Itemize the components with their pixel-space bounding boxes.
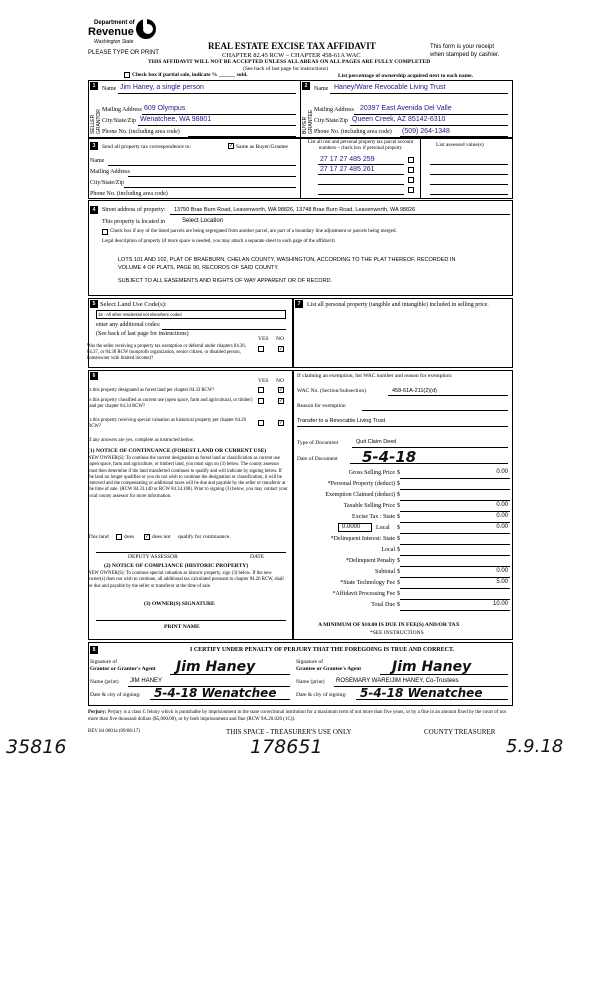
- wac-number[interactable]: 458-61A-211(2)(d): [392, 388, 437, 394]
- deputy-date-label: DATE: [250, 554, 265, 560]
- perjury-text: Perjury is a class C felony which is punishable by imprisonment in the state correctional institution for a maximum term of not more than five years, or by a fine in an amount fixed by the court of not more than five thousand dollars ($5,000.00), or by both imprisonment and fine (RCW 9A.20.020 (1C)).: [88, 710, 506, 722]
- fee-label-excise-state: Excise Tax : State: [352, 514, 395, 520]
- type-of-document-label: Type of Document: [297, 440, 339, 446]
- see-back: (See back of last page for instructions): [243, 66, 328, 72]
- partial-sale-checkbox[interactable]: [124, 72, 130, 78]
- county-treasurer: COUNTY TREASURER: [424, 728, 496, 736]
- parcel-2[interactable]: 27 17 27 485 261: [320, 166, 375, 173]
- wac-label: WAC No. (Section/Subsection): [297, 388, 366, 394]
- please-type: PLEASE TYPE OR PRINT: [88, 50, 159, 56]
- form-chapter: CHAPTER 82.45 RCW – CHAPTER 458-61A WAC: [222, 52, 361, 59]
- grantee-name-label: Name (print): [296, 679, 325, 685]
- fee-value-technology[interactable]: 5.00: [496, 579, 508, 585]
- form-revision: REV 84 0001a (09/06/17): [88, 729, 140, 734]
- fee-label-penalty: *Delinquent Penalty: [345, 558, 395, 564]
- same-as-buyer-label: Same as Buyer/Grantee: [236, 144, 288, 150]
- buyer-city-label: City/State/Zip: [314, 118, 348, 124]
- fee-label-processing: *Affidavit Processing Fee: [332, 591, 395, 597]
- handwritten-date: 5.9.18: [506, 736, 564, 757]
- parcel-2-checkbox[interactable]: [408, 167, 414, 173]
- reason-label: Reason for exemption: [297, 403, 346, 409]
- section-8-number: 8: [90, 646, 98, 654]
- certify-statement: I CERTIFY UNDER PENALTY OF PERJURY THAT THE FOREGOING IS TRUE AND CORRECT.: [190, 647, 455, 653]
- parcel-1[interactable]: 27 17 27 485 259: [320, 156, 375, 163]
- section-5-number: 5: [90, 300, 98, 308]
- current-use-yes-checkbox[interactable]: [258, 398, 264, 404]
- print-name-label: PRINT NAME: [164, 624, 200, 630]
- historic-question: Is this property receiving special valuation as historical property per chapter 84.26 RCW?: [88, 418, 246, 429]
- does-not-checkbox[interactable]: ✓: [145, 534, 150, 540]
- legal-label: Legal description of property (if more space is needed, you may attach a separate sheet to each page of the affidavit): [102, 239, 335, 244]
- date-of-document[interactable]: 5-4-18: [362, 448, 417, 466]
- s3-name-label: Name: [90, 158, 105, 164]
- fee-value-total[interactable]: 10.00: [492, 601, 508, 607]
- fee-label-technology: *State Technology Fee: [340, 580, 395, 586]
- deputy-assessor-label: DEPUTY ASSESSOR: [128, 554, 178, 560]
- section-4-number: 4: [90, 206, 98, 214]
- form-warning: THIS AFFIDAVIT WILL NOT BE ACCEPTED UNLESS ALL AREAS ON ALL PAGES ARE FULLY COMPLETED: [148, 59, 431, 65]
- fee-label-subtotal: Subtotal: [374, 569, 395, 575]
- section-7-number: 7: [295, 300, 303, 308]
- handwritten-receipt-number: 35816: [6, 736, 67, 758]
- s3-city-label: City/State/Zip: [90, 180, 124, 186]
- buyer-mailing[interactable]: 20397 East Avenida Del Valle: [360, 105, 452, 112]
- notice-continuance-body: NEW OWNER(S): To continue the current designation as forest land or classification as current use (open space, farm and agriculture, or timber) land, you must sign on (3) below. The county assessor must then determine if the land transferred continues to qualify and will indicate by signing below. If the land no longer qualifies or you do not wish to continue the designation or classification, it will be removed and the compensating or additional taxes will be due and payable by the seller or transferor at the time of sale. (RCW 84.33.140 or RCW 84.34.108). Prior to signing (3) below, you may contact your local county assessor for more information.: [88, 456, 288, 499]
- parcel-1-checkbox[interactable]: [408, 157, 414, 163]
- parcel-header: List all real and personal property tax parcel account numbers – check box if personal property: [307, 140, 414, 151]
- exemption-no-checkbox[interactable]: ✓: [279, 346, 284, 352]
- personal-property-label: List all personal property (tangible and intangible) included in selling price.: [307, 302, 489, 308]
- does-label: does: [124, 534, 135, 540]
- seller-mailing-label: Mailing Address: [102, 107, 142, 113]
- buyer-name[interactable]: Haney/Ware Revocable Living Trust: [334, 84, 446, 91]
- s5-yes: YES: [258, 336, 269, 342]
- grantor-name-label: Name (print): [90, 679, 119, 685]
- section-3-number: 3: [90, 142, 98, 150]
- affidavit-page: Department of Revenue Washington State PLEASE TYPE OR PRINT REAL ESTATE EXCISE TAX AFFIDAVIT CHAPTER 82.45 RCW – CHAPTER 458-61A WAC THIS AFFIDAVIT WILL NOT BE ACCEPTED UNLESS ALL AREAS ON ALL PAGES ARE FULLY COMPLETED (See back of last page for instructions) This form is your receipt when stamped by cashier. Check box if partial sale, indicate % ______ sold. List percentage of ownership acquired next to each name. 1 SELLER GRANTOR Name Jim Haney, a single person Mailing Address 609 Olympus City/State/Zip Wenatchee, WA 98801 Phone No. (including area code) 2 BUYER GRANTEE Name Haney/Ware Revocable Living Trust Mailing Address 20397 East Avenida Del Valle City/State/Zip Queen Creek, AZ 85142-6310 Phone No. (including area code) (509) 264-1348 3 Send all property tax correspondence to: ✓ Same as Buyer/Grantee Name Mailing Address City/State/Zip Phone No. (including area code) List all real and personal property tax parcel account numbers – check box if personal property List assessed value(s) 27 17 27 485 259 27 17 27 485 261 4 Street address of property: 13750 Brae Burn Road, Leavenworth, WA 98826, 13748 Brae Burn Road, Leavenworth, WA 98826 This property is located in Select Location Check box if any of the listed parcels are being segregated from another parcel, are part of a boundary line adjustment or parcels being merged. Legal description of property (if more space is needed, you may attach a separate sheet to each page of the affidavit) LOTS 101 AND 102, PLAT OF BRAEBURN, CHELAN COUNTY, WASHINGTON, ACCORDING TO THE PLAT THEREOF, RECORDED IN VOLUME 4 OF PLATS, PAGE 90, RECORDS OF SAID COUNTY. SUBJECT TO ALL EASEMENTS AND RIGHTS OF WAY APPARENT OR OF RECORD. 5 Select Land Use Code(s): 18 - All other residential not elsewhere coded enter any additional codes: (See back of last page for instructions) YES NO Was the seller receiving a property tax exemption or deferral under chapters 84.36, 84.37, or 84.38 RCW (nonprofit organization, senior citizen, or disabled person, homeowner with limited income)? ✓ 7 List all personal property (tangible and intangible) included in selling price. 6 YES NO Is this property designated as forest land per chapter 84.33 RCW? ✓ Is this property classified as current use (open space, farm and agricultural, or timber) land per chapter 84.34 RCW? ✓ Is this property receiving special valuation as historical property per chapter 84.26 RCW? ✓ If any answers are yes, complete as instructed below. (1) NOTICE OF CONTINUANCE (FOREST LAND OR CURRENT USE) NEW OWNER(S): To continue the current designation as forest land or classification as current use (open space, farm and agriculture, or timber) land, you must sign on (3) below. The county assessor must then determine if the land transferred continues to qualify and will indicate by signing below. If the land no longer qualifies or you do not wish to continue the designation or classification, it will be removed and the compensating or additional taxes will be due and payable by the seller or transferor at the time of sale. (RCW 84.33.140 or RCW 84.34.108). Prior to signing (3) below, you may contact your local county assessor for more information. This land does ✓ does not qualify for continuance. DEPUTY ASSESSOR DATE (2) NOTICE OF COMPLIANCE (HISTORIC PROPERTY) NEW OWNER(S): To continue special valuation as historic property, sign (3) below. If the new owner(s) does not wish to continue, all additional tax calculated pursuant to chapter 84.26 RCW, shall be due and payable by the seller or transferor at the time of sale. (3) OWNER(S) SIGNATURE PRINT NAME If claiming an exemption, list WAC number and reason for exemption: WAC No. (Section/Subsection) 458-61A-211(2)(d) Reason for exemption Transfer to a Revocable Living Trust Type of Document Quit Claim Deed Date of Document 5-4-18 Gross Selling Price $ 0.00 *Personal Property (deduct) $ Exemption Claimed (deduct) $ Taxable Selling Price $ 0.00 Excise Tax : State $ 0.00 0.0000 Local $ 0.00 *Delinquent Interest: State $ Local $ *Delinquent Penalty $ Subtotal $ 0.00 *State Technology Fee $ 5.00 *Affidavit Processing Fee $ Total Due $ 10.00 A MINIMUM OF $10.00 IS DUE IN FEE(S) AND/OR TAX *SEE INSTRUCTIONS 8 I CERTIFY UNDER PENALTY OF PERJURY THAT THE FOREGOING IS TRUE AND CORRECT. Signature of Grantor or Grantor's Agent Jim Haney Name (print) JIM HANEY Date & city of signing: 5-4-18 Wenatchee Signature of Grantee or Grantee's Agent Jim Haney Name (print) ROSEMARY WARE/JIM HANEY, Co-Trustees Date & city of signing: 5-4-18 Wenatchee Perjury: Perjury is a class C felony which is punishable by imprisonment in the state correctional institution for a maximum term of not more than five years, or by a fine in an amount fixed by the court of not more than five thousand dollars ($5,000.00), or by both imprisonment and fine (RCW 9A.20.020 (1C)). REV 84 0001a (09/06/17) THIS SPACE - TREASURER'S USE ONLY COUNTY TREASURER 35816 178651 5.9.18: [0, 0, 600, 997]
- fee-value-gross[interactable]: 0.00: [496, 469, 508, 475]
- buyer-city[interactable]: Queen Creek, AZ 85142-6310: [352, 116, 446, 123]
- exemption-yes-checkbox[interactable]: [258, 346, 264, 352]
- fee-label-taxable: Taxable Selling Price: [343, 503, 395, 509]
- historic-no-checkbox[interactable]: ✓: [279, 420, 284, 426]
- grantee-sig-label-1: Signature of: [296, 659, 324, 665]
- dept-line1: Department of: [94, 20, 135, 26]
- forest-no-checkbox[interactable]: ✓: [279, 387, 284, 393]
- section-6-box: [88, 370, 293, 640]
- located-select[interactable]: Select Location: [182, 218, 224, 224]
- type-of-document[interactable]: Quit Claim Deed: [356, 439, 397, 445]
- send-correspondence-label: Send all property tax correspondence to:: [102, 144, 192, 150]
- buyer-phone[interactable]: (509) 264-1348: [402, 128, 450, 135]
- fee-value-local[interactable]: 0.00: [496, 524, 508, 530]
- grantor-date-city[interactable]: 5-4-18 Wenatchee: [154, 686, 277, 700]
- fee-label-exemption: Exemption Claimed (deduct): [325, 492, 395, 498]
- treasurer-space: THIS SPACE - TREASURER'S USE ONLY: [226, 728, 352, 736]
- s5-see-back: (See back of last page for instructions): [96, 331, 189, 337]
- parcel-3-checkbox[interactable]: [408, 177, 414, 183]
- grantee-name[interactable]: ROSEMARY WARE/JIM HANEY, Co-Trustees: [336, 678, 459, 684]
- same-as-buyer-checkbox[interactable]: ✓: [229, 143, 234, 149]
- fee-label-gross: Gross Selling Price: [348, 470, 395, 476]
- form-title: REAL ESTATE EXCISE TAX AFFIDAVIT: [208, 41, 376, 51]
- forest-question: Is this property designated as forest land per chapter 84.33 RCW?: [88, 388, 215, 393]
- buyer-mailing-label: Mailing Address: [314, 107, 354, 113]
- perjury-title: Perjury:: [88, 710, 107, 715]
- handwritten-recording-number: 178651: [250, 736, 323, 758]
- minimum-fee-note: A MINIMUM OF $10.00 IS DUE IN FEE(S) AND/OR TAX: [318, 622, 460, 628]
- grantee-date-label: Date & city of signing:: [296, 692, 347, 698]
- seller-side-label: SELLER GRANTOR: [90, 109, 102, 134]
- notice-compliance-body: NEW OWNER(S): To continue special valuation as historic property, sign (3) below. If the new owner(s) does not wish to continue, all additional tax calculated pursuant to chapter 84.26 RCW, shall be due and payable by the seller or transferor at the time of sale.: [88, 571, 284, 589]
- section-2-number: 2: [302, 82, 310, 90]
- grantor-sig-label-1: Signature of: [90, 659, 118, 665]
- assessed-header: List assessed value(s): [436, 142, 484, 148]
- grantee-sig-label-2: Grantee or Grantee's Agent: [296, 666, 362, 672]
- notice-continuance-title: (1) NOTICE OF CONTINUANCE (FOREST LAND OR CURRENT USE): [88, 448, 267, 454]
- segregated-checkbox[interactable]: [102, 229, 108, 235]
- buyer-side-label: BUYER GRANTEE: [302, 109, 314, 134]
- notice-compliance-title: (2) NOTICE OF COMPLIANCE (HISTORIC PROPERTY): [104, 563, 249, 569]
- dor-logo: [88, 14, 158, 50]
- seller-name-label: Name: [102, 86, 117, 92]
- seller-phone-label: Phone No. (including area code): [102, 129, 180, 135]
- dept-line3: Washington State: [94, 39, 134, 45]
- street-address[interactable]: 13750 Brae Burn Road, Leavenworth, WA 98826, 13748 Brae Burn Road, Leavenworth, WA 98826: [174, 207, 416, 213]
- grantor-name[interactable]: JIM HANEY: [130, 678, 163, 684]
- s3-phone-label: Phone No. (including area code): [90, 191, 168, 197]
- list-percentage: List percentage of ownership acquired next to each name.: [338, 73, 473, 79]
- date-of-document-label: Date of Document: [297, 456, 338, 462]
- dept-line2: Revenue: [88, 26, 134, 38]
- exemption-claim-label: If claiming an exemption, list WAC number and reason for exemption:: [297, 373, 453, 379]
- does-not-label: does not: [152, 534, 171, 540]
- this-land-label: This land: [88, 534, 109, 540]
- partial-sale-label: Check box if partial sale, indicate % ______ sold.: [132, 72, 248, 78]
- fee-label-personal: *Personal Property (deduct): [327, 481, 395, 487]
- historic-yes-checkbox[interactable]: [258, 420, 264, 426]
- fee-label-total: Total Due: [371, 602, 395, 608]
- additional-codes-label: enter any additional codes:: [96, 322, 161, 328]
- seller-mailing[interactable]: 609 Olympus: [144, 105, 186, 112]
- fee-value-subtotal[interactable]: 0.00: [496, 568, 508, 574]
- fee-label-interest-state: *Delinquent Interest: State: [330, 536, 395, 542]
- buyer-phone-label: Phone No. (including area code): [314, 129, 392, 135]
- fee-label-interest-local: Local: [381, 547, 395, 553]
- forest-yes-checkbox[interactable]: [258, 387, 264, 393]
- located-label: This property is located in: [102, 219, 165, 225]
- legal-description-1[interactable]: LOTS 101 AND 102, PLAT OF BRAEBURN, CHELAN COUNTY, WASHINGTON, ACCORDING TO THE PLAT THEREOF, RECORDED IN VOLUME 4 OF PLATS, PAGE 90, RECORDS OF SAID COUNTY.: [118, 257, 456, 271]
- exemption-reason[interactable]: Transfer to a Revocable Living Trust: [297, 418, 386, 424]
- buyer-name-label: Name: [314, 86, 329, 92]
- seller-name[interactable]: Jim Haney, a single person: [120, 84, 204, 91]
- owner-signature-label: (3) OWNER(S) SIGNATURE: [144, 601, 215, 607]
- receipt-line2: when stamped by cashier.: [430, 52, 500, 58]
- street-label: Street address of property:: [102, 207, 166, 213]
- current-use-question: Is this property classified as current use (open space, farm and agricultural, or timber) land per chapter 84.34 RCW?: [88, 398, 253, 409]
- fee-value-taxable[interactable]: 0.00: [496, 502, 508, 508]
- grantor-signature[interactable]: Jim Haney: [176, 659, 256, 675]
- s5-no: NO: [276, 336, 284, 342]
- s6-yes: YES: [258, 378, 269, 384]
- fee-label-local: Local: [376, 525, 390, 531]
- section-1-number: 1: [90, 82, 98, 90]
- current-use-no-checkbox[interactable]: ✓: [279, 398, 284, 404]
- section-6-number: 6: [90, 372, 98, 380]
- local-rate: 0.0000: [342, 524, 361, 530]
- grantor-sig-label-2: Grantor or Grantor's Agent: [90, 666, 156, 672]
- grantee-signature[interactable]: Jim Haney: [392, 659, 472, 675]
- receipt-line1: This form is your receipt: [430, 44, 495, 50]
- seller-city-label: City/State/Zip: [102, 118, 136, 124]
- land-use-value: 18 - All other residential not elsewhere coded: [98, 312, 182, 317]
- fee-value-excise-state[interactable]: 0.00: [496, 513, 508, 519]
- s6-no: NO: [276, 378, 284, 384]
- s3-mailing-label: Mailing Address: [90, 169, 130, 175]
- if-yes-instructions: If any answers are yes, complete as instructed below.: [88, 438, 195, 443]
- parcel-4-checkbox[interactable]: [408, 187, 414, 193]
- land-use-label: Select Land Use Code(s):: [100, 301, 167, 308]
- seller-city[interactable]: Wenatchee, WA 98801: [140, 116, 212, 123]
- exemption-question: Was the seller receiving a property tax exemption or deferral under chapters 84.36, 84.37, or 84.38 RCW (nonprofit organization, senior citizen, or disabled person, homeowner with limited income)?: [87, 344, 246, 361]
- qualify-label: qualify for continuance.: [178, 534, 231, 540]
- perjury-notice: [88, 710, 513, 723]
- grantee-date-city[interactable]: 5-4-18 Wenatchee: [360, 686, 483, 700]
- does-checkbox[interactable]: [116, 534, 122, 540]
- legal-description-2[interactable]: SUBJECT TO ALL EASEMENTS AND RIGHTS OF WAY APPARENT OR OF RECORD.: [118, 278, 333, 284]
- see-instructions: *SEE INSTRUCTIONS: [370, 630, 424, 636]
- segregated-label: Check box if any of the listed parcels are being segregated from another parcel, are part of a boundary line adjustment or parcels being merged.: [110, 229, 397, 234]
- grantor-date-label: Date & city of signing:: [90, 692, 141, 698]
